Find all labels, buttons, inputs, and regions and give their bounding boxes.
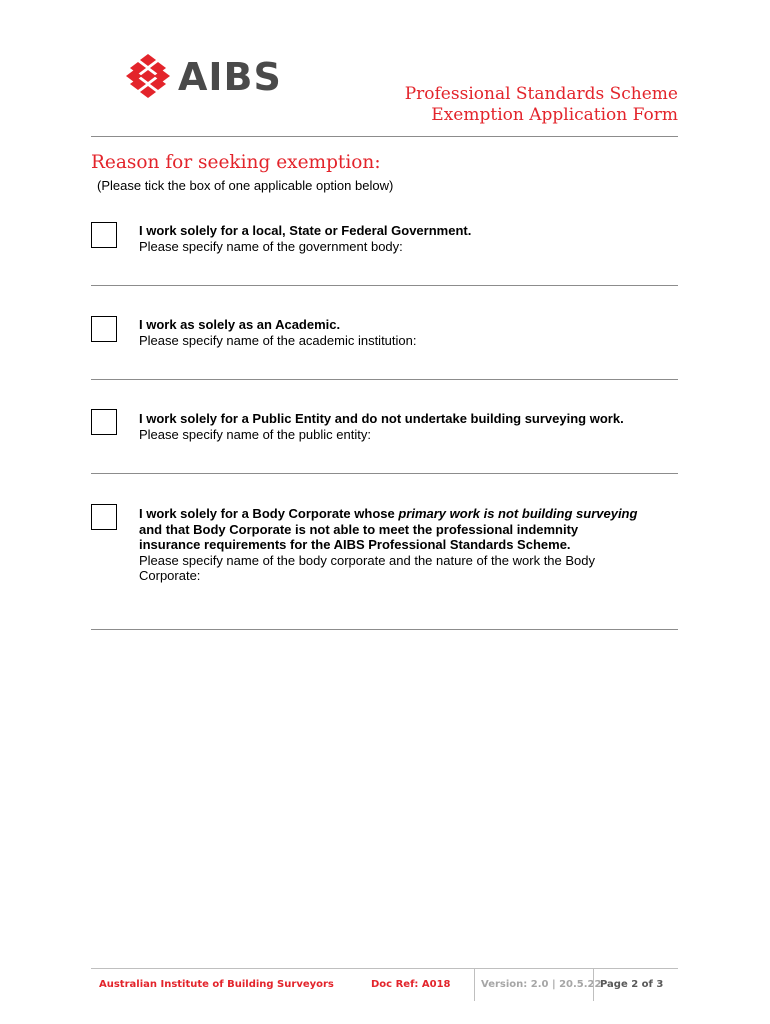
checkbox-academic[interactable] xyxy=(91,316,117,342)
answer-line-academic[interactable] xyxy=(91,379,678,380)
footer-doc-ref: Doc Ref: A018 xyxy=(371,979,451,990)
section-heading: Reason for seeking exemption: xyxy=(91,152,381,173)
checkbox-public-entity[interactable] xyxy=(91,409,117,435)
header-divider xyxy=(91,136,678,137)
footer-organization: Australian Institute of Building Surveyors xyxy=(99,979,334,990)
option-body-corporate-label-a: I work solely for a Body Corporate whose xyxy=(139,506,399,521)
option-body-corporate-prompt: Please specify name of the body corporate and the nature of the work the Body Corporate: xyxy=(139,552,596,583)
document-title-line-1: Professional Standards Scheme xyxy=(404,84,678,104)
document-title-line-2: Exemption Application Form xyxy=(431,105,678,125)
option-body-corporate-emphasis: primary work is not building surveying xyxy=(398,506,638,521)
option-academic-prompt: Please specify name of the academic institution: xyxy=(139,332,417,348)
option-public-entity-prompt: Please specify name of the public entity: xyxy=(139,426,371,442)
option-academic xyxy=(139,317,679,348)
option-public-entity-label: I work solely for a Public Entity and do not undertake building surveying work. xyxy=(139,411,624,426)
footer-page-number: Page 2 of 3 xyxy=(593,969,663,1001)
document-title xyxy=(405,84,678,126)
footer-version: Version: 2.0 | 20.5.22 xyxy=(474,969,601,1001)
option-body-corporate-label xyxy=(139,506,637,552)
option-body-corporate-label-b: and that Body Corporate is not able to meet the professional indemnity insurance requirements for the AIBS Professional Standards Scheme. xyxy=(139,521,579,552)
logo-wordmark: AIBS xyxy=(178,55,282,99)
answer-line-body-corporate[interactable] xyxy=(91,629,678,630)
option-public-entity xyxy=(139,411,679,442)
answer-line-public-entity[interactable] xyxy=(91,473,678,474)
answer-line-government[interactable] xyxy=(91,285,678,286)
checkbox-body-corporate[interactable] xyxy=(91,504,117,530)
option-academic-label: I work as solely as an Academic. xyxy=(139,317,341,332)
option-government-prompt: Please specify name of the government body: xyxy=(139,238,403,254)
option-government-label: I work solely for a local, State or Federal Government. xyxy=(139,223,472,238)
option-government xyxy=(139,223,679,254)
option-body-corporate xyxy=(139,506,639,584)
section-instruction: (Please tick the box of one applicable option below) xyxy=(97,178,394,193)
page-footer xyxy=(91,968,678,1001)
checkbox-government[interactable] xyxy=(91,222,117,248)
